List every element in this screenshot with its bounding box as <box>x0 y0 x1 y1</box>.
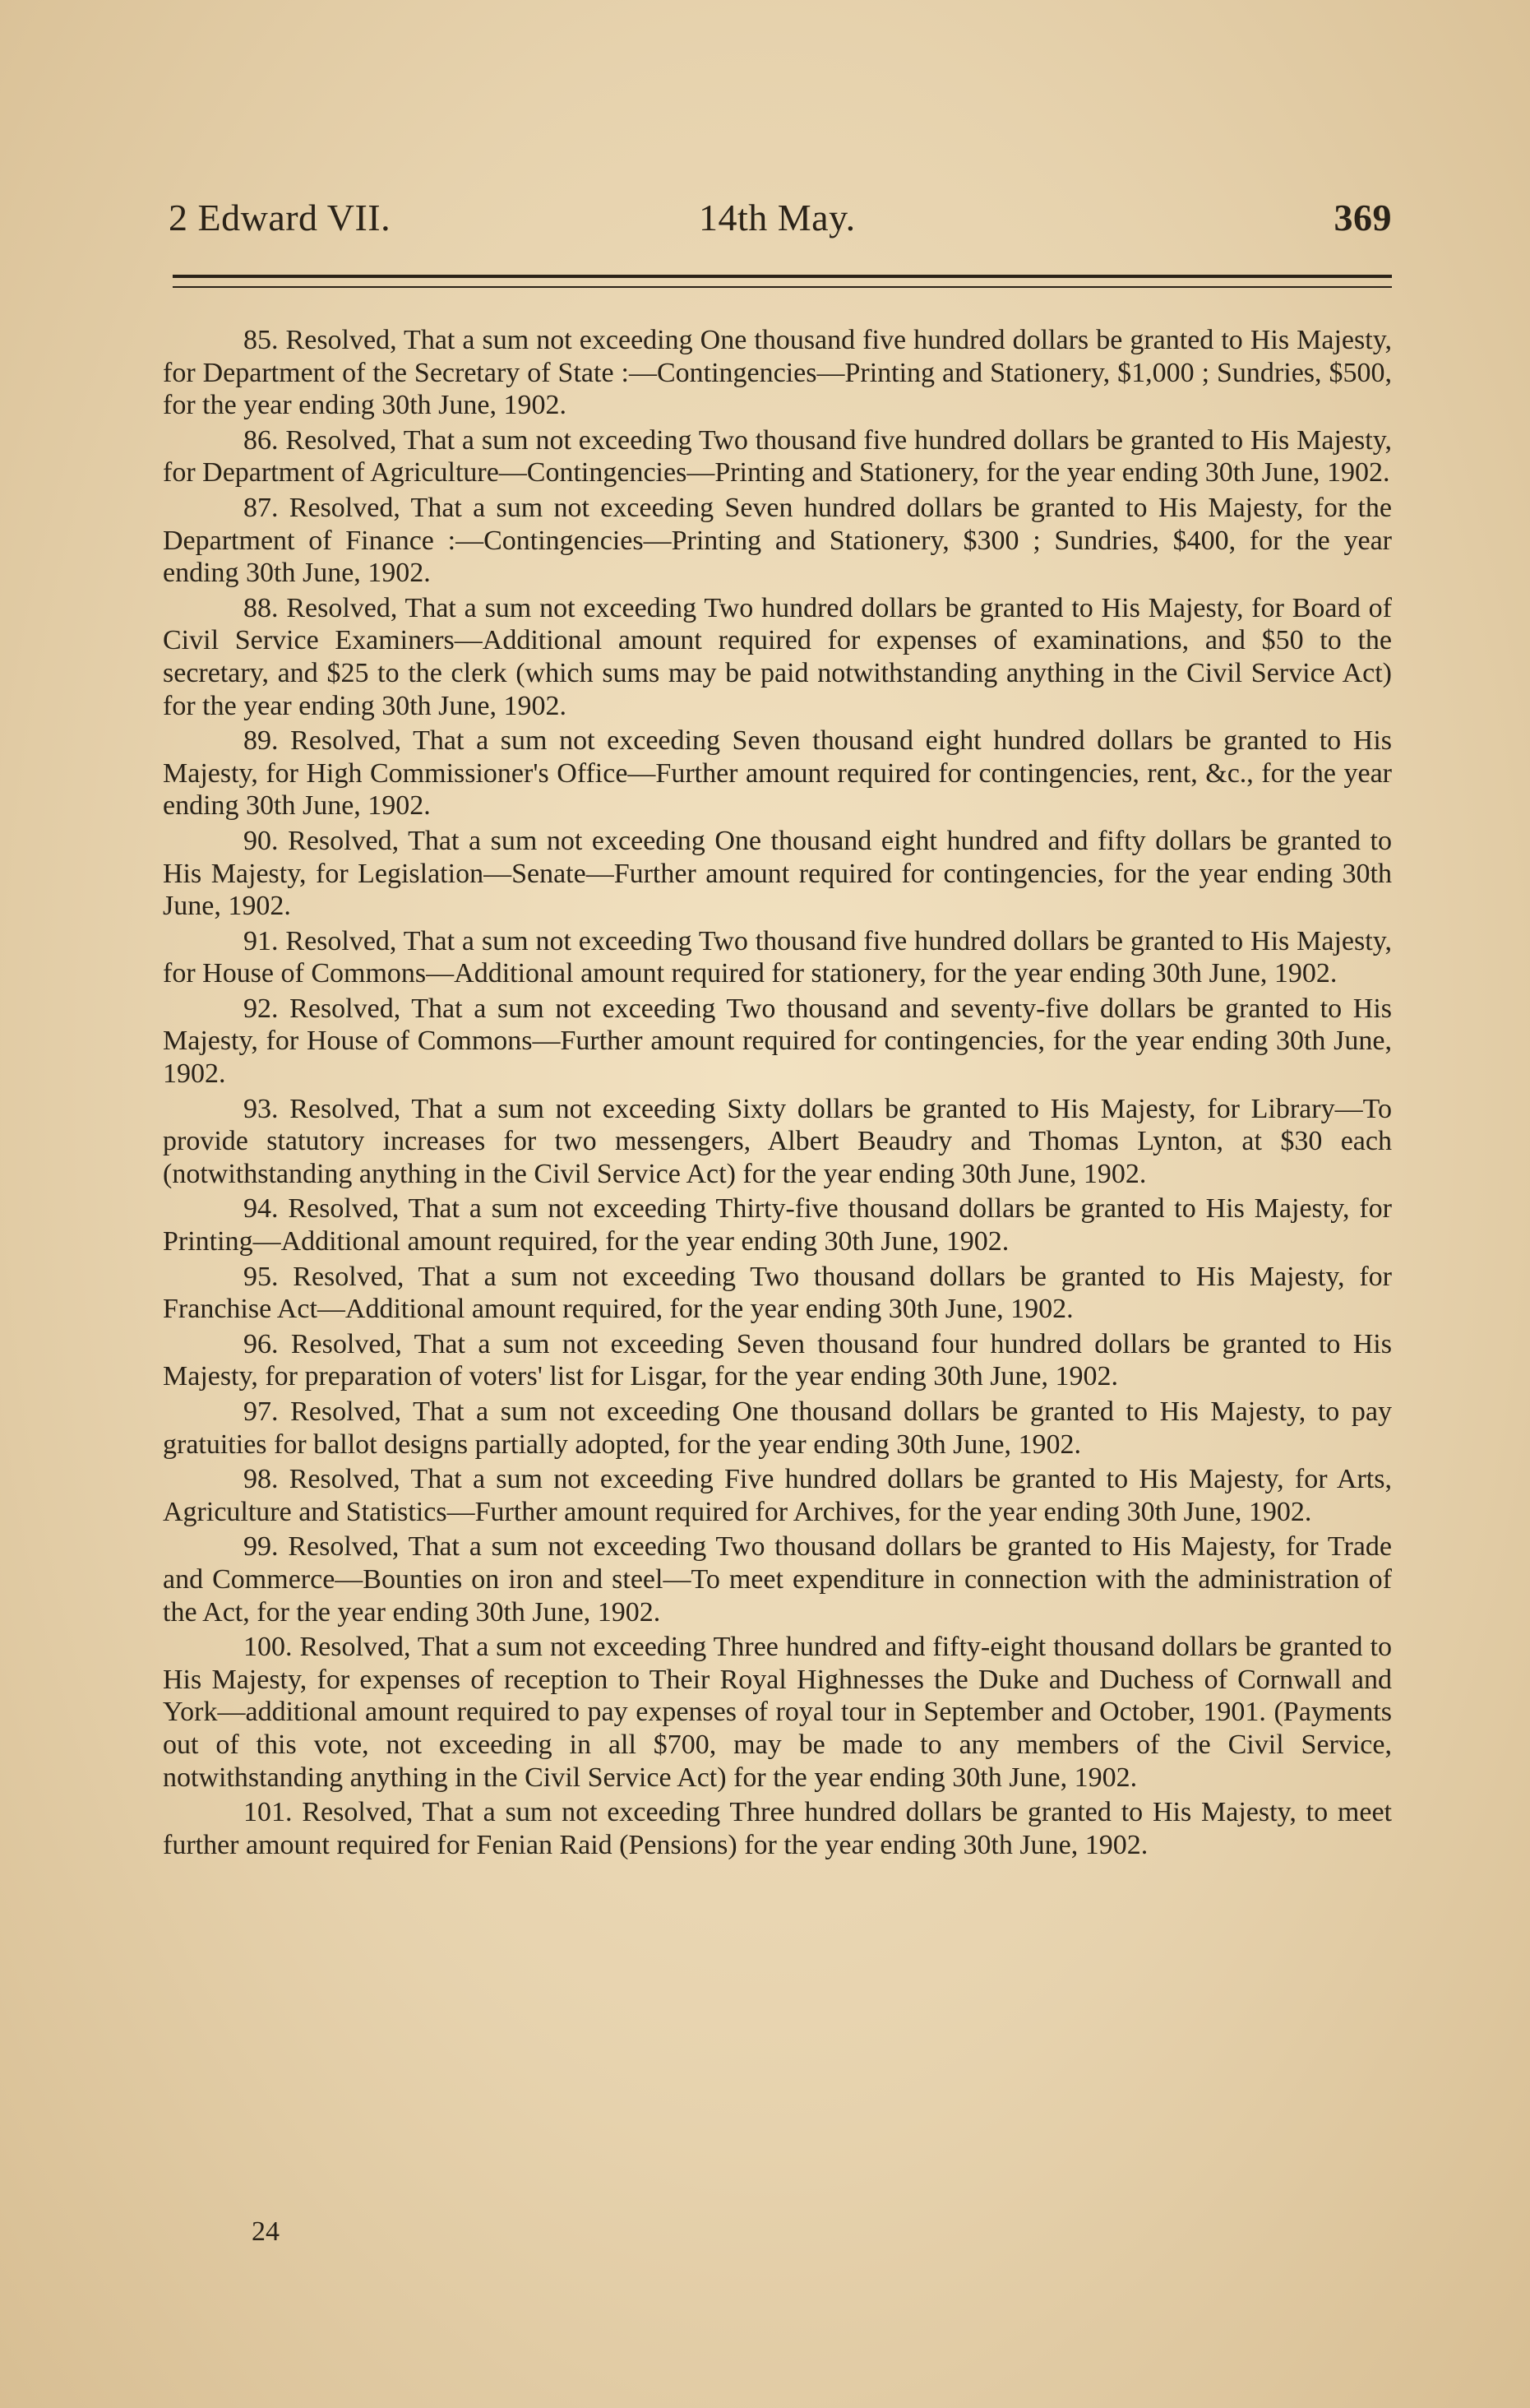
resolution-95: 95. Resolved, That a sum not exceeding Two thousand dollars be granted to His Majesty, for Franchise Act—Additional amount required, for the year ending 30th June, 1902. <box>163 1261 1392 1325</box>
regnal-year: 2 Edward VII. <box>169 197 391 238</box>
resolution-85: 85. Resolved, That a sum not exceeding One thousand five hundred dollars be granted to His Majesty, for Department of the Secretary of State :—Contingencies—Printing and Stationery, $1,000 ; Sundries, $500, for the year ending 30th June, 1902. <box>163 325 1392 421</box>
resolution-101: 101. Resolved, That a sum not exceeding Three hundred dollars be granted to His Majesty, to meet further amount required for Fenian Raid (Pensions) for the year ending 30th June, 1902. <box>163 1797 1392 1860</box>
resolution-89: 89. Resolved, That a sum not exceeding Seven thousand eight hundred dollars be granted to His Majesty, for High Commissioner's Office—Further amount required for contingencies, rent, &c., for the year ending 30th June, 1902. <box>163 725 1392 822</box>
resolution-87: 87. Resolved, That a sum not exceeding Seven hundred dollars be granted to His Majesty, for the Department of Finance :—Contingencies—Printing and Stationery, $300 ; Sundries, $400, for the year ending 30th June, 1902. <box>163 492 1392 589</box>
resolution-86: 86. Resolved, That a sum not exceeding Two thousand five hundred dollars be granted to His Majesty, for Department of Agriculture—Contingencies—Printing and Stationery, for the year ending 30th June, 1902. <box>163 424 1392 489</box>
resolution-97: 97. Resolved, That a sum not exceeding One thousand dollars be granted to His Majesty, to pay gratuities for ballot designs partially adopted, for the year ending 30th June, 1902. <box>163 1396 1392 1460</box>
resolution-99: 99. Resolved, That a sum not exceeding Two thousand dollars be granted to His Majesty, for Trade and Commerce—Bounties on iron and steel—To meet expenditure in connection with the administration of the Act, for the year ending 30th June, 1902. <box>163 1531 1392 1628</box>
page-number: 369 <box>1334 197 1392 238</box>
resolution-90: 90. Resolved, That a sum not exceeding One thousand eight hundred and fifty dollars be granted to His Majesty, for Legislation—Senate—Further amount required for contingencies, for the year ending 30th June, 1902. <box>163 825 1392 922</box>
resolution-98: 98. Resolved, That a sum not exceeding Five hundred dollars be granted to His Majesty, for Arts, Agriculture and Statistics—Further amount required for Archives, for the year ending 30th June, 1902. <box>163 1464 1392 1527</box>
sitting-date: 14th May. <box>699 197 856 238</box>
page-header <box>169 196 1392 253</box>
resolution-91: 91. Resolved, That a sum not exceeding Two thousand five hundred dollars be granted to His Majesty, for House of Commons—Additional amount required for stationery, for the year ending 30th June, 1902. <box>163 925 1392 989</box>
resolution-96: 96. Resolved, That a sum not exceeding Seven thousand four hundred dollars be granted to His Majesty, for preparation of voters' list for Lisgar, for the year ending 30th June, 1902. <box>163 1328 1392 1392</box>
header-rule-thin <box>173 286 1392 288</box>
header-rule-thick <box>173 275 1392 278</box>
resolution-92: 92. Resolved, That a sum not exceeding Two thousand and seventy-five dollars be granted to His Majesty, for House of Commons—Further amount required for contingencies, for the year ending 30th June, 1902. <box>163 993 1392 1090</box>
resolutions-body <box>163 324 1392 1864</box>
resolution-88: 88. Resolved, That a sum not exceeding Two hundred dollars be granted to His Majesty, for Board of Civil Service Examiners—Additional amount required for expenses of examinations, and $50 to the secretary, and $25 to the clerk (which sums may be paid notwithstanding anything in the Civil Service Act) for the year ending 30th June, 1902. <box>163 592 1392 721</box>
resolution-100: 100. Resolved, That a sum not exceeding Three hundred and fifty-eight thousand dollars be granted to His Majesty, for expenses of reception to Their Royal Highnesses the Duke and Duchess of Cornwall and York—additional amount required to pay expenses of royal tour in September and October, 1901. (Payments out of this vote, not exceeding in all $700, may be made to any members of the Civil Service, notwithstanding anything in the Civil Service Act) for the year ending 30th June, 1902. <box>163 1632 1392 1793</box>
signature-mark: 24 <box>252 2216 280 2247</box>
resolution-94: 94. Resolved, That a sum not exceeding Thirty-five thousand dollars be granted to His Majesty, for Printing—Additional amount required, for the year ending 30th June, 1902. <box>163 1193 1392 1257</box>
resolution-93: 93. Resolved, That a sum not exceeding Sixty dollars be granted to His Majesty, for Library—To provide statutory increases for two messengers, Albert Beaudry and Thomas Lynton, at $30 each (notwithstanding anything in the Civil Service Act) for the year ending 30th June, 1902. <box>163 1093 1392 1189</box>
